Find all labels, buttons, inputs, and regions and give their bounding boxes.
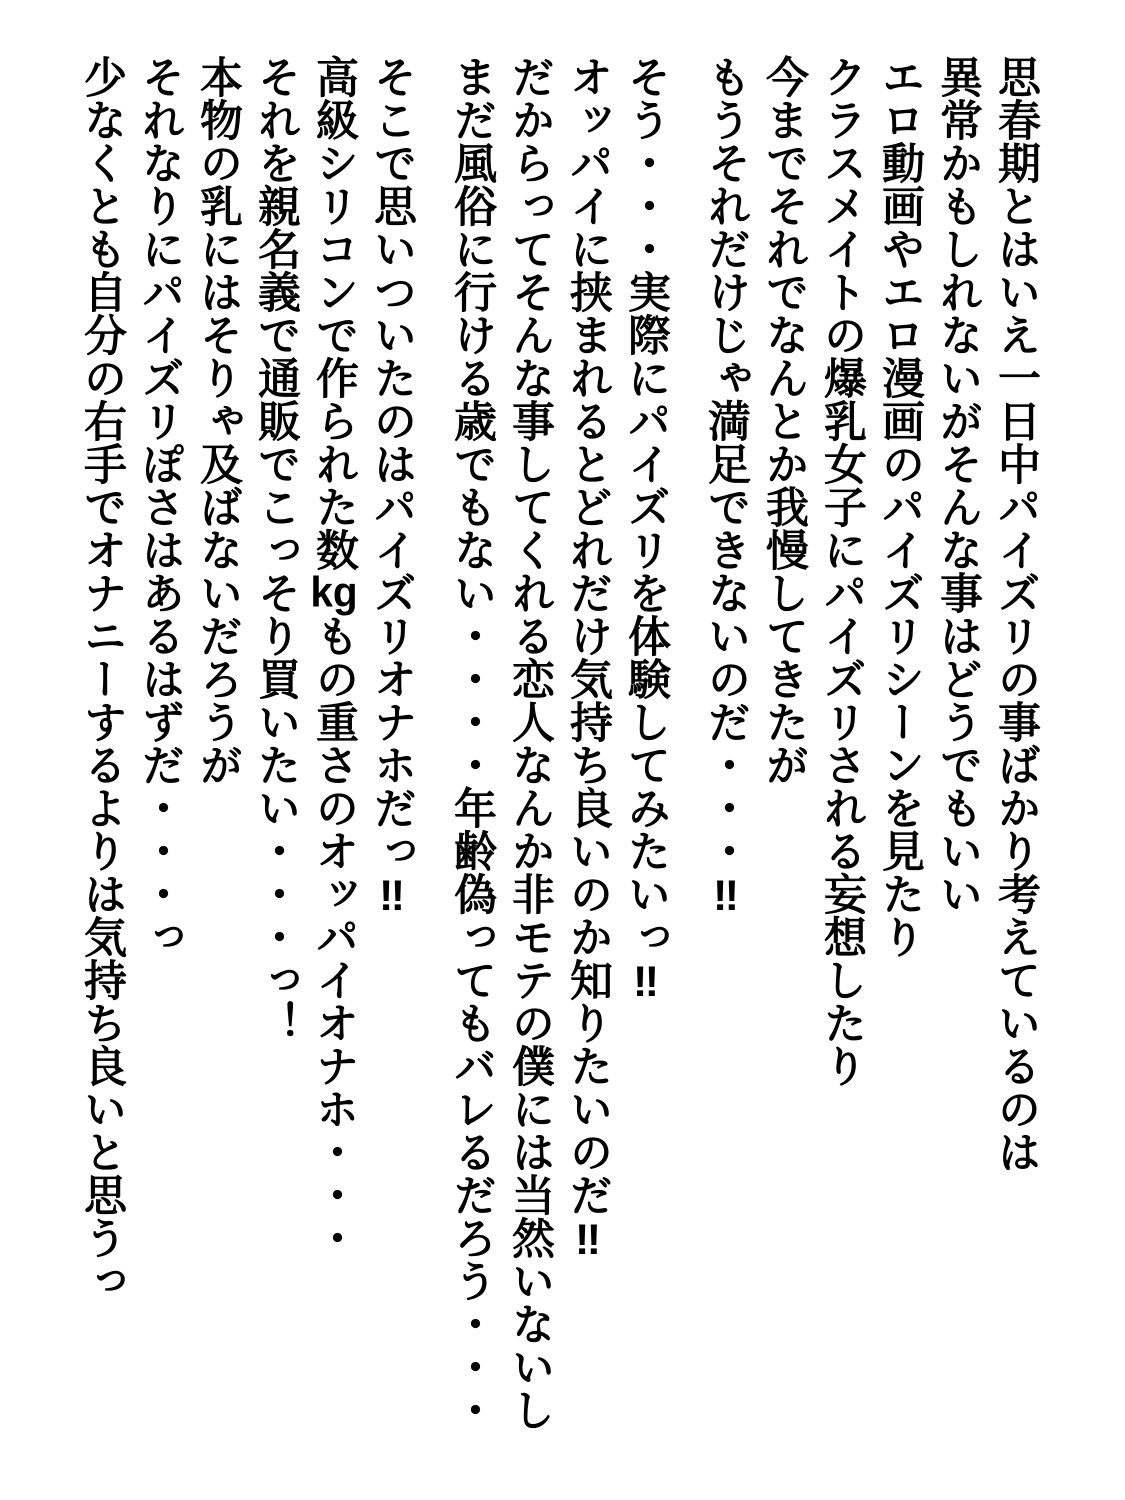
paragraph-block-1 [697,55,1045,1475]
paragraph-block-3 [73,55,421,1475]
paragraph-block-2 [443,55,675,1475]
text-line-4: クラスメイトの爆乳女子にパイズリされる妄想したり [818,55,866,1087]
text-line-1: 思春期とはいえ一日中パイズリの事ばかり考えているのは [992,55,1040,1173]
text-line-7: そう・・・実際にパイズリを体験してみたいっ‼ [622,55,670,1006]
text-line-8: オッパイに挟まれるとどれだけ気持ち良いのか知りたいのだ‼ [564,55,612,1264]
text-line-2: 異常かもしれないがそんな事はどうでもいい [934,55,982,915]
text-line-10: まだ風俗に行ける歳でもない・・・・年齢偽ってもバレるだろう・・・ [448,55,496,1431]
tcy-unit: kg [310,571,358,614]
text-line-15: それなりにパイズリぽさはあるはずだ・・・っ [136,55,184,958]
text-line-16: 少なくとも自分の右手でオナニーするよりは気持ち良いと思うっ [78,55,126,1302]
text-line-5: 今までそれでなんとか我慢してきたが [760,55,808,786]
text-line-14: 本物の乳にはそりゃ及ばないだろうが [194,55,242,786]
text-line-12: 高級シリコンで作られた数kgもの重さのオッパイオナホ・・・ [310,55,358,1259]
text-line-6: もうそれだけじゃ満足できないのだ・・・‼ [702,55,750,920]
vertical-text-container [73,55,1045,1475]
text-line-11: そこで思いついたのはパイズリオナホだっ‼ [368,55,416,920]
text-line-3: エロ動画やエロ漫画のパイズリシーンを見たり [876,55,924,958]
text-line-13: それを親名義で通販でこっそり買いたい・・・っ！ [252,55,300,1044]
text-line-9: だからってそんな事してくれる恋人なんか非モテの僕には当然いないし [506,55,554,1431]
